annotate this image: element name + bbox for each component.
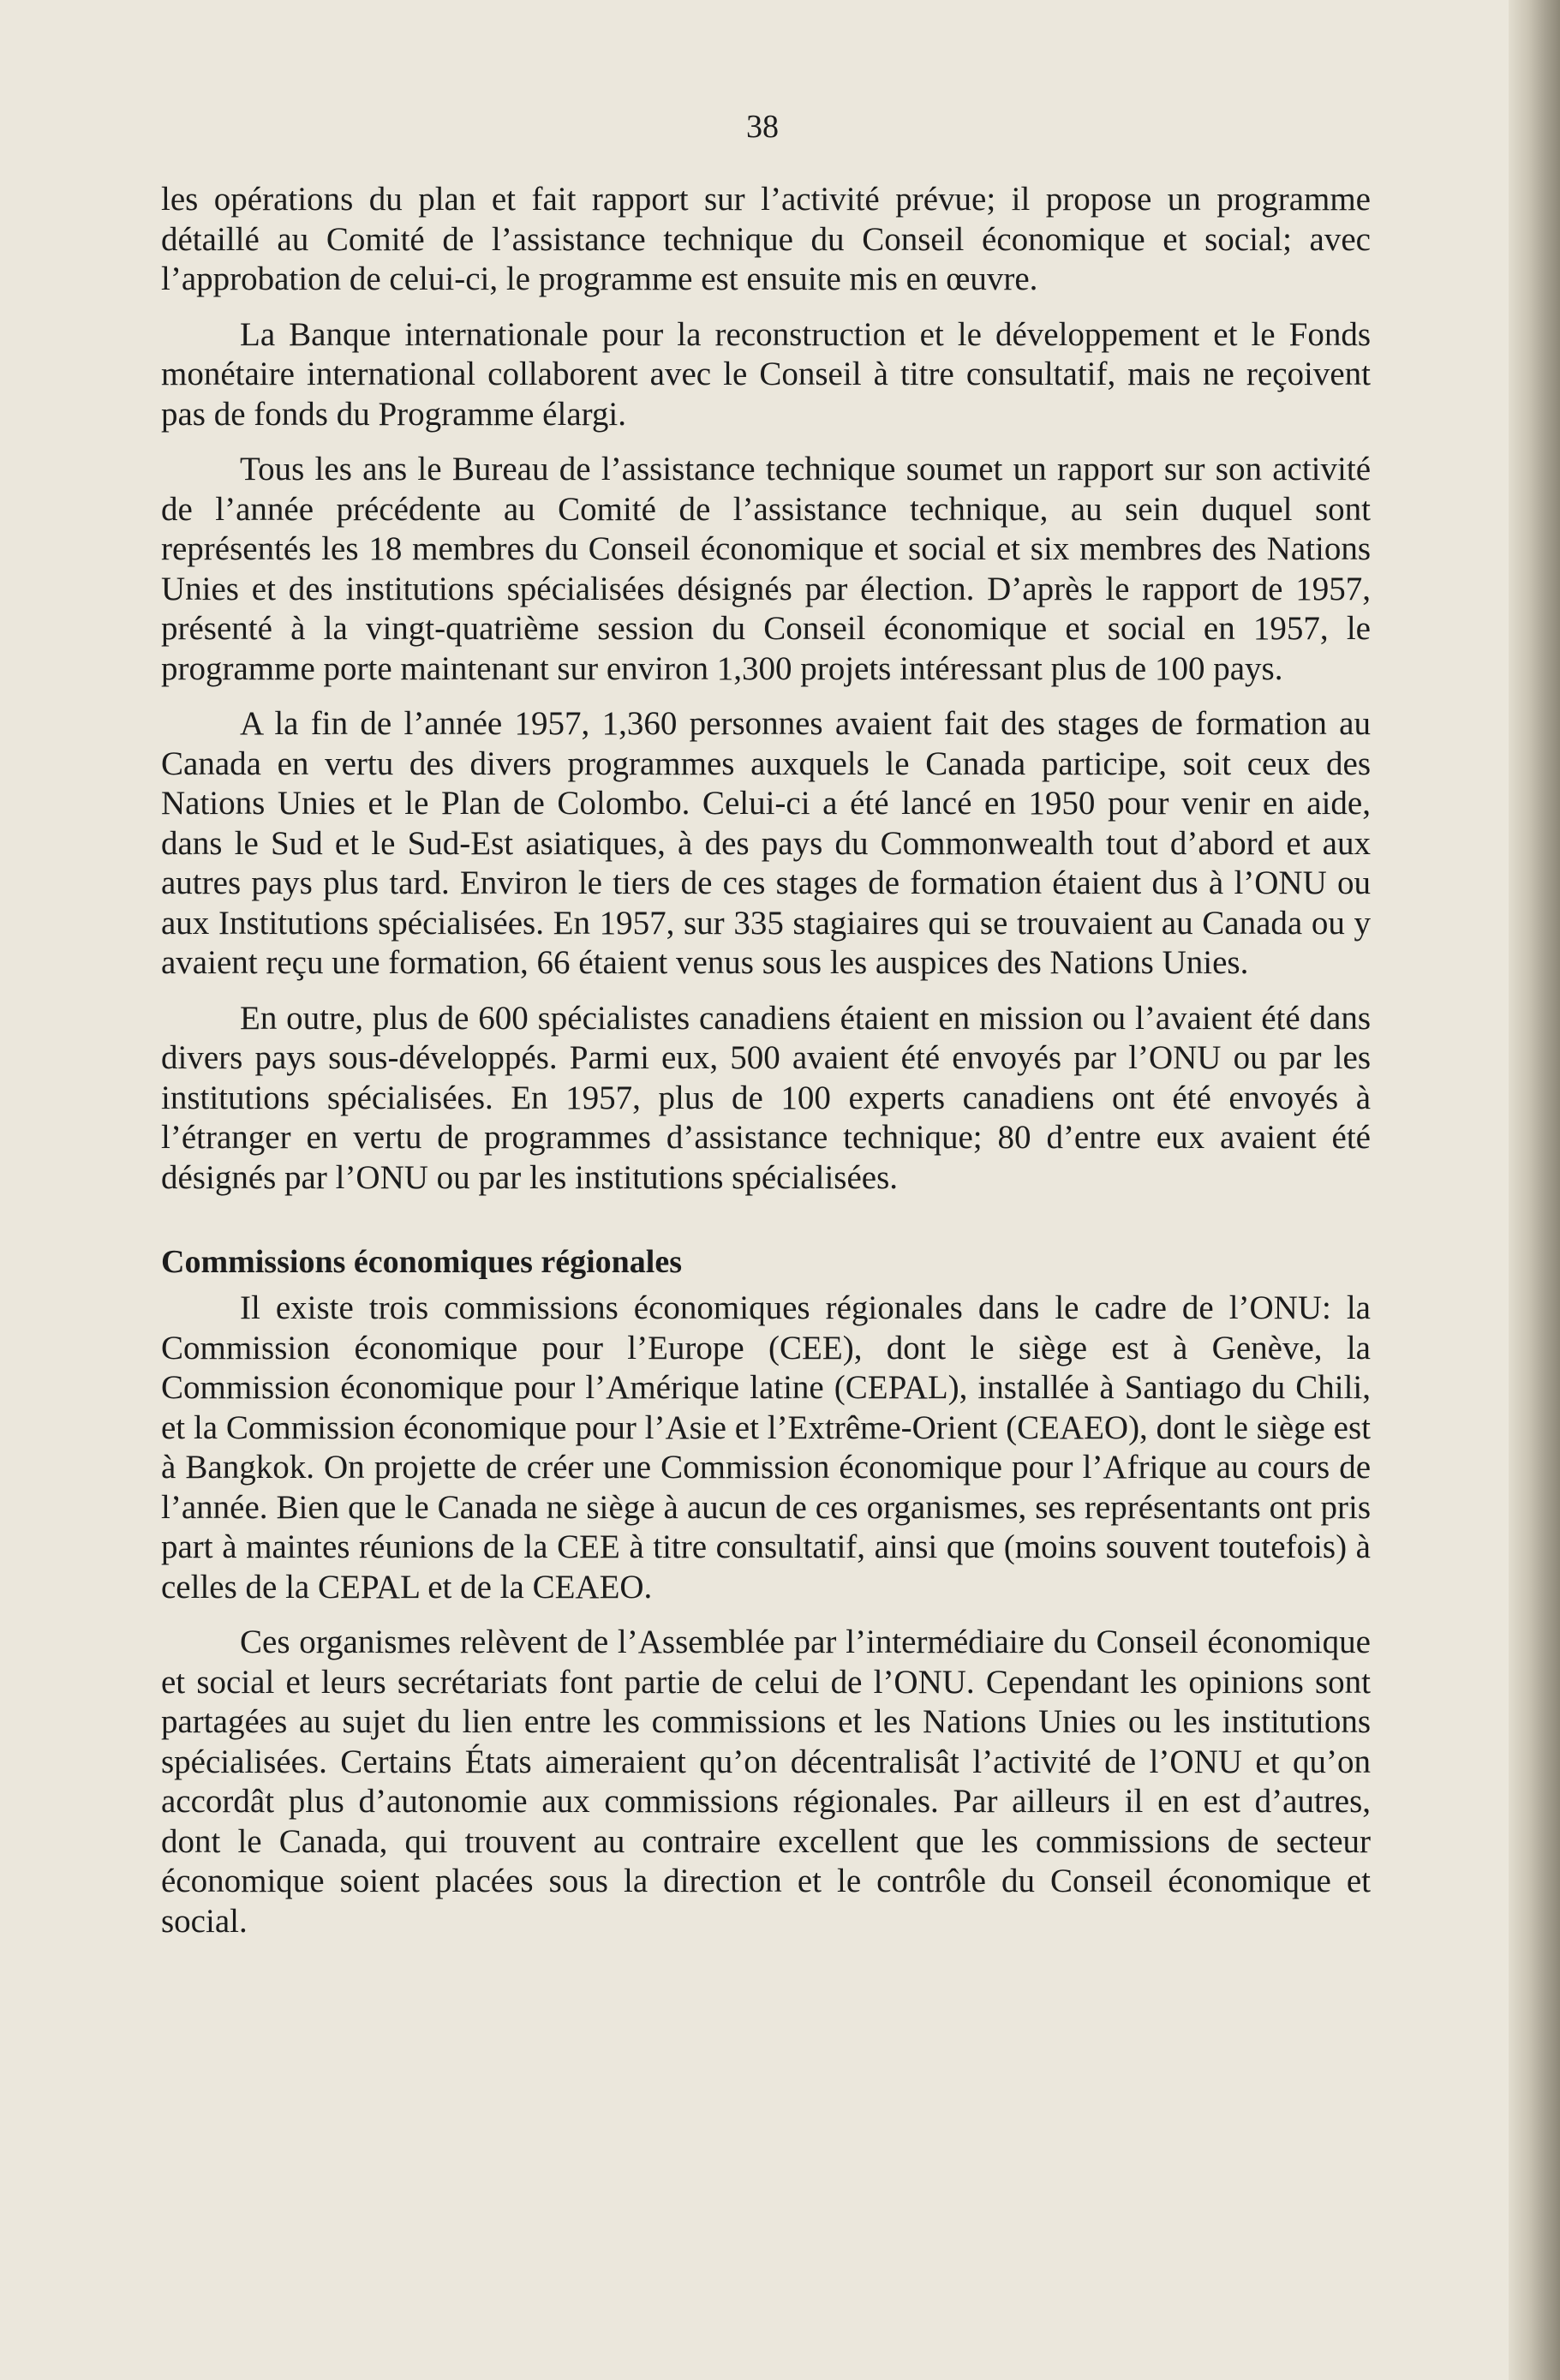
paragraph-commissions: Il existe trois commissions économiques régionales dans le cadre de l’ONU: la Commission économique pour l’Europe (CEE), dont le siège est à Genève, la Commission économique pour l’Amérique latine (CEPAL), installée à Santiago du Chili, et la Commission économique pour l’Asie et l’Extrême-Orient (CEAEO), dont le siège est à Bangkok. On projette de créer une Commission économique pour l’Afrique au cours de l’année. Bien que le Canada ne siège à aucun de ces organismes, ses représentants ont pris part à maintes réunions de la CEE à titre consultatif, ainsi que (moins souvent toutefois) à celles de la CEPAL et de la CEAEO.: [161, 1289, 1371, 1606]
paragraph-stages: A la fin de l’année 1957, 1,360 personnes avaient fait des stages de formation au Canada en vertu des divers programmes auxquels le Canada participe, soit ceux des Nations Unies et le Plan de Colombo. Celui-ci a été lancé en 1950 pour venir en aide, dans le Sud et le Sud-Est asiatiques, à des pays du Commonwealth tout d’abord et aux autres pays plus tard. Environ le tiers de ces stages de formation étaient dus à l’ONU ou aux Institutions spécialisées. En 1957, sur 335 stagiaires qui se trouvaient au Canada ou y avaient reçu une formation, 66 étaient venus sous les auspices des Nations Unies.: [161, 705, 1371, 981]
section-heading: Commissions économiques régionales: [161, 1244, 682, 1280]
paragraph-specialistes: En outre, plus de 600 spécialistes canadiens étaient en mission ou l’avaient été dans divers pays sous-développés. Parmi eux, 500 avaient été envoyés par l’ONU ou par les institutions spécialisées. En 1957, plus de 100 experts canadiens ont été envoyés à l’étranger en vertu de programmes d’assistance technique; 80 d’entre eux avaient été désignés par l’ONU ou par les institutions spécialisées.: [161, 999, 1371, 1196]
body-text: [161, 180, 1371, 1957]
paragraph-bureau: Tous les ans le Bureau de l’assistance technique soumet un rapport sur son activité de l’année précédente au Comité de l’assistance technique, au sein duquel sont représentés les 18 membres du Conseil économique et social et six membres des Nations Unies et des institutions spécialisées désignés par élection. D’après le rapport de 1957, présenté à la vingt-quatrième session du Conseil économique et social en 1957, le programme porte maintenant sur environ 1,300 projets intéressant plus de 100 pays.: [161, 451, 1371, 687]
paragraph-continuation: les opérations du plan et fait rapport sur l’activité prévue; il propose un programme détaillé au Comité de l’assistance technique du Conseil économique et social; avec l’approbation de celui-ci, le programme est ensuite mis en œuvre.: [161, 181, 1371, 297]
paragraph-organismes: Ces organismes relèvent de l’Assemblée par l’intermédiaire du Conseil économique et social et leurs secrétariats font partie de celui de l’ONU. Cependant les opinions sont partagées au sujet du lien entre les commissions et les Nations Unies ou les institutions spécialisées. Certains États aimeraient qu’on décentralisât l’activité de l’ONU et qu’on accordât plus d’autonomie aux commissions régionales. Par ailleurs il en est d’autres, dont le Canada, qui trouvent au contraire excellent que les commissions de secteur économique soient placées sous la direction et le contrôle du Conseil économique et social.: [161, 1624, 1371, 1940]
page-binding-edge: [1509, 0, 1560, 2380]
page-number: 38: [746, 109, 779, 145]
paragraph-banque: La Banque internationale pour la reconstruction et le développement et le Fonds monétaire international collaborent avec le Conseil à titre consultatif, mais ne reçoivent pas de fonds du Programme élargi.: [161, 315, 1371, 433]
